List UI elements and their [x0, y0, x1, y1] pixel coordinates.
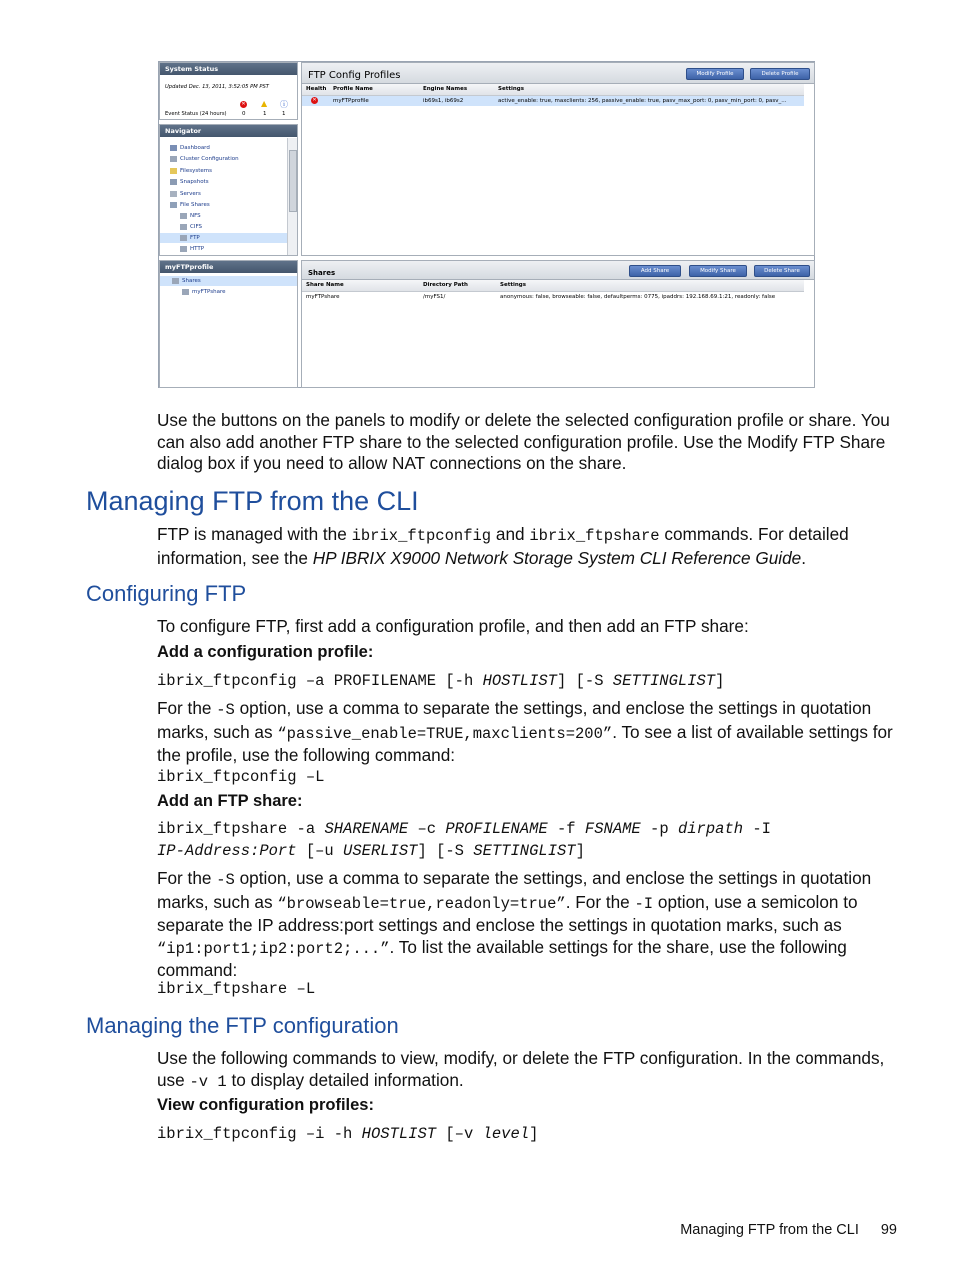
- profile-name-cell: myFTPprofile: [333, 98, 369, 104]
- view-profiles-label: View configuration profiles:: [157, 1096, 374, 1114]
- shares-icon: [172, 278, 179, 284]
- navigator-scrollbar[interactable]: [287, 138, 297, 256]
- modify-profile-button[interactable]: Modify Profile: [686, 68, 744, 80]
- delete-share-button[interactable]: Delete Share: [754, 265, 810, 277]
- s-option-paragraph-2: For the -S option, use a comma to separate the settings, and enclose the settings in quotation marks, such as “browseable=true,readonly=true”. For the -I option, use a semicolon to separate the IP address:port settings and enclose the settings in quotation marks, such as “ip1:port1;ip2:port2;...”. To list the available settings for the share, use the following command:: [157, 868, 872, 980]
- profile-settings-cell: active_enable: true, maxclients: 256, passive_enable: true, pasv_max_port: 0, pasv_min_port: 0, pasv_...: [498, 98, 787, 104]
- cluster-icon: [170, 156, 177, 162]
- ftp-config-screenshot: [158, 61, 815, 388]
- cmd-ibrix-ftpconfig: ibrix_ftpconfig: [351, 527, 492, 545]
- event-status-label: Event Status (24 hours): [165, 111, 227, 117]
- nav-cifs[interactable]: CIFS: [180, 222, 202, 232]
- nav-ftp[interactable]: FTP: [160, 233, 288, 243]
- col-directory-path[interactable]: Directory Path: [423, 282, 468, 288]
- system-status-title: System Status: [160, 63, 297, 75]
- view-profiles-command: ibrix_ftpconfig –i -h HOSTLIST [–v level]: [157, 1125, 539, 1143]
- s-option-paragraph-1: For the -S option, use a comma to separate the settings, and enclose the settings in quotation marks, such as “passive_enable=TRUE,maxclients=200”. To see a list of available settings for the profile, use the following command:: [157, 698, 893, 765]
- warning-icon: ▲: [261, 99, 268, 108]
- shares-panel: [301, 260, 815, 388]
- critical-icon: ✕: [241, 101, 246, 107]
- configuring-intro: To configure FTP, first add a configuration profile, and then add an FTP share:: [157, 616, 749, 636]
- share-icon: [182, 289, 189, 295]
- scroll-thumb[interactable]: [289, 150, 297, 212]
- page-number: 99: [880, 1222, 897, 1238]
- heading-configuring-ftp: Configuring FTP: [86, 581, 247, 606]
- share-row[interactable]: [302, 292, 804, 302]
- add-share-button[interactable]: Add Share: [629, 265, 681, 277]
- profiles-header: [302, 63, 814, 84]
- info-icon: ⓘ: [280, 100, 288, 109]
- example-profile-settings: “passive_enable=TRUE,maxclients=200”: [277, 724, 613, 743]
- share-name-cell: myFTPshare: [306, 294, 340, 300]
- share-icon: [180, 235, 187, 241]
- col-share-name[interactable]: Share Name: [306, 282, 344, 288]
- myftpprofile-panel: [159, 260, 298, 388]
- managing-paragraph: Use the following commands to view, modify, or delete the FTP configuration. In the commands, use -v 1 to display detailed information.: [157, 1048, 885, 1091]
- info-count: 1: [282, 111, 286, 117]
- nav-filesystems[interactable]: Filesystems: [170, 166, 212, 176]
- share-icon: [180, 213, 187, 219]
- server-icon: [170, 191, 177, 197]
- col-share-settings[interactable]: Settings: [500, 282, 526, 288]
- share-icon: [180, 224, 187, 230]
- share-icon: [180, 246, 187, 252]
- profiles-column-header: [302, 84, 804, 96]
- add-profile-command: ibrix_ftpconfig –a PROFILENAME [-h HOSTLIST] [-S SETTINGLIST]: [157, 672, 725, 690]
- add-share-command: ibrix_ftpshare -a SHARENAME –c PROFILENAME -f FSNAME -p dirpath -I IP-Address:Port [–u USERLIST] [-S SETTINGLIST]: [157, 820, 771, 860]
- col-settings[interactable]: Settings: [498, 86, 524, 92]
- col-profile-name[interactable]: Profile Name: [333, 86, 373, 92]
- nav-cluster-configuration[interactable]: Cluster Configuration: [170, 154, 239, 164]
- nav-servers[interactable]: Servers: [170, 189, 201, 199]
- footer-section-title: Managing FTP from the CLI: [680, 1222, 859, 1238]
- add-profile-label: Add a configuration profile:: [157, 643, 374, 661]
- engine-names-cell: ib69s1, ib69s2: [423, 98, 464, 104]
- list-share-settings-command: ibrix_ftpshare –L: [157, 980, 316, 998]
- navigator-title: Navigator: [160, 125, 297, 137]
- page-footer: [640, 1222, 897, 1238]
- col-health[interactable]: Health: [306, 86, 327, 92]
- heading-managing-ftp-cli: Managing FTP from the CLI: [86, 486, 419, 516]
- nav-nfs[interactable]: NFS: [180, 211, 201, 221]
- example-share-settings: “browseable=true,readonly=true”: [277, 894, 566, 913]
- cli-guide-title: HP IBRIX X9000 Network Storage System CLI Reference Guide: [312, 547, 802, 568]
- profile-row[interactable]: ✕ myFTPprofile ib69s1, ib69s2 active_enable: true, maxclients: 256, passive_enable: true, pasv_max_port: 0, pasv_min_port: 0, pasv_...: [302, 96, 804, 106]
- cmd-ibrix-ftpshare: ibrix_ftpshare: [529, 527, 660, 545]
- shares-column-header: [302, 280, 804, 292]
- dashboard-icon: [170, 145, 177, 151]
- myftpshare-tree-item[interactable]: myFTPshare: [182, 287, 226, 297]
- nav-file-shares[interactable]: File Shares: [170, 200, 210, 210]
- critical-count: 0: [242, 111, 246, 117]
- shares-title: Shares: [308, 269, 336, 277]
- intro-paragraph: Use the buttons on the panels to modify or delete the selected configuration profile or share. You can also add another FTP share to the selected configuration profile. Use the Modify FTP Share dialog box if you need to allow NAT connections on the share.: [157, 410, 890, 473]
- nav-snapshots[interactable]: Snapshots: [170, 177, 209, 187]
- share-settings-cell: anonymous: false, browseable: false, defaultperms: 0775, ipaddrs: 192.168.69.1:21, readonly: false: [500, 294, 776, 300]
- add-share-label: Add an FTP share:: [157, 792, 303, 810]
- folder-icon: [170, 168, 177, 174]
- heading-managing-ftp-configuration: Managing the FTP configuration: [86, 1013, 399, 1038]
- profiles-title: FTP Config Profiles: [308, 70, 401, 81]
- system-status-panel: [159, 62, 298, 120]
- nav-http[interactable]: HTTP: [180, 244, 204, 254]
- nav-dashboard[interactable]: Dashboard: [170, 143, 210, 153]
- file-shares-icon: [170, 202, 177, 208]
- system-status-updated: Updated Dec. 13, 2011, 3:52:05 PM PST: [165, 84, 269, 90]
- cli-paragraph: FTP is managed with the ibrix_ftpconfig and ibrix_ftpshare commands. For detailed information, see the HP IBRIX X9000 Network Storage System CLI Reference Guide.: [157, 524, 849, 568]
- directory-path-cell: /myFS1/: [423, 294, 446, 300]
- modify-share-button[interactable]: Modify Share: [689, 265, 747, 277]
- list-profile-settings-command: ibrix_ftpconfig –L: [157, 768, 325, 786]
- example-ip-port: “ip1:port1;ip2:port2;...”: [157, 939, 390, 958]
- snapshot-icon: [170, 179, 177, 185]
- warning-count: 1: [263, 111, 267, 117]
- shares-tree-item[interactable]: Shares: [160, 276, 297, 286]
- col-engine-names[interactable]: Engine Names: [423, 86, 468, 92]
- navigator-panel: [159, 124, 298, 256]
- delete-profile-button[interactable]: Delete Profile: [750, 68, 810, 80]
- ftp-config-profiles-panel: [301, 62, 815, 256]
- shares-header: [302, 261, 814, 280]
- myftpprofile-title: myFTPprofile: [160, 261, 297, 273]
